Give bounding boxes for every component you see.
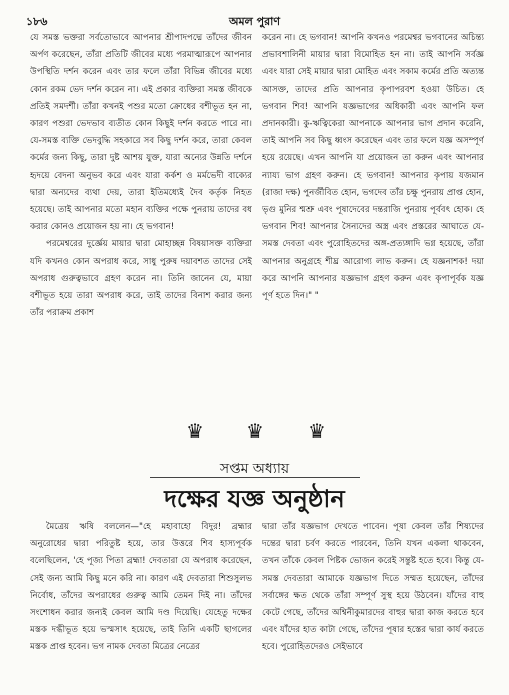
paragraph: করেন না। হে ভগবান! আপনি কখনও পরমেশ্বর ভগবানের অচিন্ত্য প্রভাবশালিনী মায়ার দ্বারা বিমোহিত হন না। তাই আপনি সর্বজ্ঞ এবং যারা সেই মায়ার দ্বারা মোহিত এবং সকাম কর্মের প্রতি অত্যন্ত আসক্ত, তাদের প্রতি আপনার কৃপাপরবশ হওয়া উচিত। হে ভগবান শিব! আপনি যজ্ঞভাগের অধিকারী এবং আপনি ফল প্রদানকারী। কু-ঋত্বিকেরা আপনাকে আপনার ভাগ প্রদান করেনি, তাই আপনি সব কিছু ধ্বংস করেছেন এবং তার ফলে যজ্ঞ অসম্পূর্ণ হয়ে রয়েছে। এখন আপনি যা প্রয়োজন তা করুন এবং আপনার ন্যায্য ভাগ গ্রহণ করুন। হে ভগবান! আপনার কৃপায় যজমান (রাজা দক্ষ) পুনর্জীবিত হোন, ভগদেব তাঁর চক্ষু পুনরায় প্রাপ্ত হোন, ভৃগু মুনির শ্মশ্রু এবং পূষাদেবের দন্তরাজি পুনরায় পূর্ববৎ হোক। হে ভগবান শিব! আপনার সৈন্যদের অস্ত্র এবং প্রস্তরের আঘাতে যে-সমস্ত দেবতা এবং পুরোহিতদের অঙ্গ-প্রত্যঙ্গাদি ভগ্ন হয়েছে, তাঁরা আপনার অনুগ্রহে শীঘ্র আরোগ্য লাভ করুন। হে যজ্ঞনাশক! দয়া করে আপনি আপনার যজ্ঞভাগ গ্রহণ করুন এবং কৃপাপূর্বক যজ্ঞ পূর্ণ হতে দিন।" " [262,33,484,302]
paragraph: দ্বারা তাঁর যজ্ঞভাগ দেখতে পাবেন। পূষা কেবল তাঁর শিষ্যদের দন্তের দ্বারা চর্বণ করতে পারবেন, তিনি যখন একলা থাকবেন, তখন তাঁকে কেবল পিষ্টক ভোজন করেই সন্তুষ্ট হতে হবে। কিন্তু যে-সমস্ত দেবতারা আমাকে যজ্ঞভাগ দিতে সম্মত হয়েছেন, তাঁদের সর্বাঙ্গের ক্ষত থেকে তাঁরা সম্পূর্ণ সুস্থ হয়ে উঠবেন। যাঁদের বাহু কেটে গেছে, তাঁদের অশ্বিনীকুমারদের বাহুর দ্বারা কাজ করতে হবে এবং যাঁদের হাত কাটা গেছে, তাঁদের পূষার হস্তের দ্বারা কার্য করতে হবে। পুরোহিতদেরও সেইভাবে [262,522,484,653]
crown-ornament-icon: ♛ [186,419,204,443]
text-column-left-bottom [30,519,252,689]
text-column-right-bottom [262,519,484,689]
ornament-divider [0,420,509,450]
book-title: অমল পুরাণ [228,15,281,28]
chapter-label: সপ্তম অধ্যায় [219,461,290,477]
chapter-rule [150,477,360,478]
text-column-right-top [262,30,484,382]
crown-ornament-icon: ♛ [308,419,326,443]
paragraph: মৈত্রেয় ঋষি বললেন—"হে মহাবাহো বিদুর! ব্রহ্মার অনুরোধের দ্বারা পরিতুষ্ট হয়ে, তার উত্তরে শিব হাস্যপূর্বক বলেছিলেন, 'হে পূজ্য পিতা ব্রহ্মা! দেবতারা যে অপরাধ করেছেন, সেই জন্য আমি কিছু মনে করি না। কারণ এই দেবতারা শিশুসুলভ নির্বোধ, তাঁদের অপরাধের গুরুত্ব আমি তেমন দিই না। তাঁদের সংশোধন করার জন্যই কেবল আমি দণ্ড দিয়েছি। যেহেতু দক্ষের মস্তক দগ্ধীভূত হয়ে ভস্মসাৎ হয়েছে, তাই তিনি একটি ছাগলের মস্তক প্রাপ্ত হবেন। ভগ নামক দেবতা মিত্রের নেত্রের [30,522,252,653]
text-column-left-top [30,30,252,382]
chapter-title: দক্ষের যজ্ঞ অনুষ্ঠান [164,484,345,513]
running-header [26,13,483,27]
paragraph: পরমেশ্বরের দুর্জ্ঞেয় মায়ার দ্বারা মোহাচ্ছন্ন বিষয়াসক্ত ব্যক্তিরা যদি কখনও কোন অপরাধ করে, সাধু পুরুষ দয়াবশত তাদের সেই অপরাধ গুরুত্বভাবে গ্রহণ করেন না। তিনি জানেন যে, মায়া বশীভূত হয়ে তারা অপরাধ করে, তাই তাদের বিনাশ করার জন্য তাঁর পরাক্রম প্রকাশ [30,239,252,319]
paragraph: যে সমস্ত ভক্তরা সর্বতোভাবে আপনার শ্রীপাদপদ্মে তাঁদের জীবন অর্পণ করেছেন, তাঁরা প্রতিটি জীবের মধ্যে পরমাত্মারূপে আপনার উপস্থিতি দর্শন করেন এবং তার ফলে তাঁরা বিভিন্ন জীবের মধ্যে কোন রকম ভেদ দর্শন করেন না। এই প্রকার ব্যক্তিরা সমস্ত জীবকে প্রতিই সমদর্শী। তাঁরা কখনই পশুর মতো ক্রোধের বশীভূত হন না, কারণ পশুরা ভেদভাব ব্যতীত কোন কিছুই দর্শন করতে পারে না। যে-সমস্ত ব্যক্তি ভেদবুদ্ধি সহকারে সব কিছু দর্শন করে, তারা কেবল কর্মের জন্য কিছু, তারা দুষ্ট আশয় যুক্ত, যারা অন্যের উন্নতি দর্শনে হৃদয়ে বেদনা অনুভব করে এবং যারা কর্কশ ও মর্মভেদী বাক্যের দ্বারা অন্যদের ব্যথা দেয়, তারা ইতিমধ্যেই দৈব কর্তৃক নিহত হয়েছে। তাই আপনার মতো মহান ব্যক্তির পক্ষে পুনরায় তাদের বধ করার কোনও প্রয়োজন হয় না। হে ভগবান! [30,33,252,233]
page-number: ১৮৬ [26,15,48,28]
crown-ornament-icon: ♛ [246,419,264,443]
